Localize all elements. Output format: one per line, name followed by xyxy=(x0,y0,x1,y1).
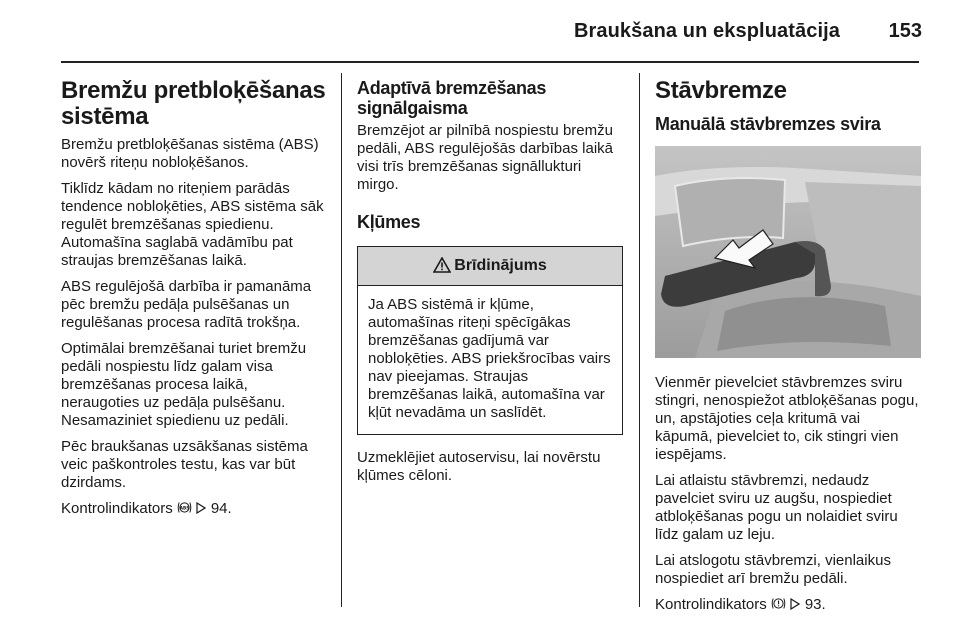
warning-triangle-icon xyxy=(433,256,451,276)
paragraph: Bremžu pretbloķēšanas sistēma (ABS) novērš riteņu nobloķēšanos. xyxy=(61,136,319,171)
column-abs xyxy=(61,78,327,526)
abs-icon xyxy=(177,501,196,517)
indicator-line xyxy=(61,500,327,518)
page-number: 153 xyxy=(888,20,922,42)
paragraph: Vienmēr pievelciet stāvbremzes sviru stingri, nenospiežot atbloķēšanas pogu, un, apstājoties ceļa kritumā vai kāpumā, pievelciet to, cik stingri vien iespējams. xyxy=(655,374,919,463)
brake-icon xyxy=(771,597,790,613)
paragraph: ABS regulējošā darbība ir pamanāma pēc bremžu pedāļa pulsēšanas un regulēšanas procesa radītā trokšņa. xyxy=(61,278,312,331)
paragraph: Pēc braukšanas uzsākšanas sistēma veic paškontroles testu, kas var būt dzirdams. xyxy=(61,438,308,491)
warning-box xyxy=(357,246,623,435)
paragraph: Optimālai bremzēšanai turiet bremžu pedāli nospiestu līdz galam visa bremzēšanas procesa laikā, neraugoties uz pedāļa pulsēšanu. Nesamaziniet spiedienu uz pedāli. xyxy=(61,340,307,429)
faults-heading: Kļūmes xyxy=(357,212,421,232)
paragraph: Lai atlaistu stāvbremzi, nedaudz pavelciet sviru uz augšu, nospiediet atbloķēšanas pogu un nolaidiet sviru līdz galam uz leju. xyxy=(655,472,898,543)
column-brake-light xyxy=(357,78,623,493)
warning-text: Ja ABS sistēmā ir kļūme, automašīnas riteņi spēcīgākas bremzēšanas gadījumā var nobloķēties. ABS priekšrocības vairs nav pieejamas. Straujas bremzēšanas laikā, automašīna var kļūt nevadāma un saslīdēt. xyxy=(368,296,611,421)
warning-body xyxy=(358,286,622,434)
header-rule xyxy=(61,61,919,63)
paragraph: Lai atslogotu stāvbremzi, vienlaikus nospiediet arī bremžu pedāli. xyxy=(655,552,891,587)
brake-light-heading: Adaptīvā bremzēšanas signālgaisma xyxy=(357,78,547,118)
indicator-label: Kontrolindikators xyxy=(61,500,173,517)
warning-title: Brīdinājums xyxy=(454,257,547,274)
indicator-line xyxy=(655,596,921,614)
paragraph: Uzmeklējiet autoservisu, lai novērstu kļūmes cēloni. xyxy=(357,449,601,484)
arrow-ref-icon xyxy=(196,501,210,517)
indicator-label: Kontrolindikators xyxy=(655,596,767,613)
manual-lever-subheading: Manuālā stāvbremzes svira xyxy=(655,114,881,134)
column-divider xyxy=(639,73,640,607)
paragraph: Bremzējot ar pilnībā nospiestu bremžu pedāli, ABS regulējošās darbības laikā visi trīs bremzēšanas signāllukturi mirgo. xyxy=(357,122,613,193)
column-parking-brake xyxy=(655,78,921,622)
warning-header xyxy=(358,247,622,286)
page-reference[interactable]: 93. xyxy=(804,596,826,613)
page-reference[interactable]: 94. xyxy=(210,500,232,517)
column-divider xyxy=(341,73,342,607)
arrow-ref-icon xyxy=(790,597,804,613)
parking-brake-heading: Stāvbremze xyxy=(655,77,787,104)
parking-brake-lever-photo xyxy=(655,146,921,358)
abs-heading: Bremžu pretbloķēšanas sistēma xyxy=(61,77,326,130)
paragraph: Tiklīdz kādam no riteņiem parādās tendence nobloķēties, ABS sistēma sāk regulēt bremzēšanas spiedienu. Automašīna saglabā vadāmību pat straujas bremzēšanas laikā. xyxy=(61,180,324,269)
page-header-title: Braukšana un ekspluatācija xyxy=(573,20,840,42)
svg-text:ABS: ABS xyxy=(179,505,190,511)
